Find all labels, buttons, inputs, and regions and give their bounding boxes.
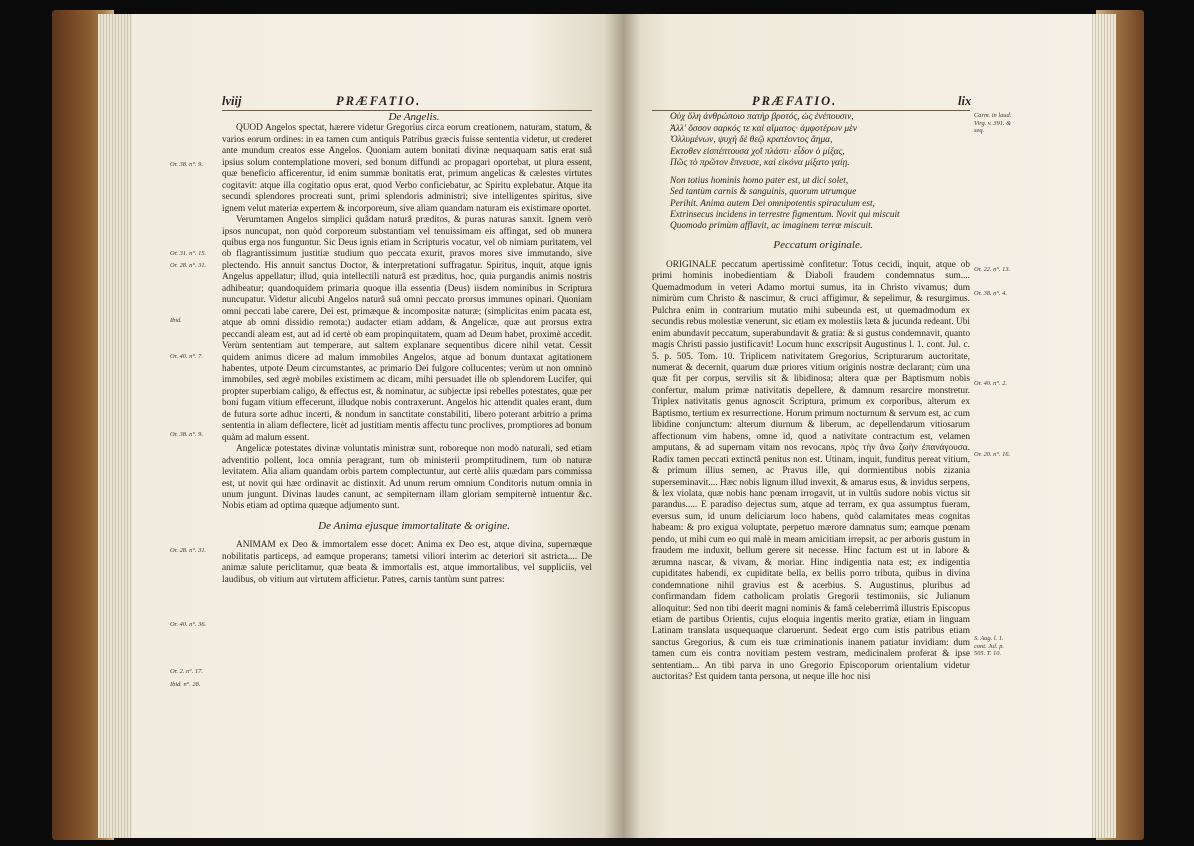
right-page [622, 14, 1092, 838]
right-text-column [652, 112, 970, 732]
margin-note: Or. 28. n°. 31. [170, 547, 207, 554]
margin-note: Ibid. [170, 317, 182, 324]
margin-note: Or. 38. n°. 9. [170, 161, 203, 168]
margin-note: Or. 22. n°. 13. [974, 266, 1011, 273]
margin-note: S. Aug. l. 1. cont. Jul. p. 505. T. 10. [974, 635, 1004, 657]
margin-note: Or. 38. n°. 4. [974, 290, 1007, 297]
verse-line: Sed tantùm carnis & sanguinis, quorum utrumque [670, 187, 857, 198]
header-rule [652, 110, 970, 111]
page-number: lix [958, 94, 972, 108]
margin-notes [974, 14, 1014, 838]
paragraph: ORIGINALE peccatum apertissimè confitetur: Totus cecidi, inquit, atque ob primi hominis inobedientiam & Diaboli fraudem condemnatus sum.... Quemadmodum in veteri Adamo mortui sumus, ita in Christo vivamus; dum nimirùm cum Christo & nascimur, & cruci affigimur, & sepelimur, & resurgimus. Pulchra enim in contrarium mutatio mihi subeunda est, ut quemadmodum ex secundis rebus molestiæ venerunt, sic etiam ex molestiis læta & jucunda redeant. Ubi enim abundavit peccatum, superabundavit & gratia: & si gustus condemnavit, quanto magis Christi passio justificavit! Locum hunc exscripsit Augustinus l. 1. cont. Jul. c. 5. p. 505. Tom. 10. Triplicem nativitatem Gregorius, Scripturarum auctoritate, numerat & decernit, quarum duæ priores vitium originis nostræ declarant; cùm una quæ fit per corpus, servilis sit & libidinosa; altera quæ per Baptismum nobis confertur, malum primæ nativitatis depellere, & damnum resarcire monstretur. Triplex nativitatis genus agnoscit Scriptura, primum ex corporibus, alterum ex Baptismo, tertium ex resurrectione. Horum primum nocturnum & servum est, ac cum libidine conjunctum: alterum diurnum & liberum, ac depellendarum vitiosarum affectionum vim habens, omne id, quod a nativitate contractum est, velamen amputans, & ad supernam vitam nos revocans, πρὸς τὴν ἄνω ζωὴν ἐπανάγουσα. Radix tamen peccati extinctâ penitus non est. Utinam, inquit, funditus pereat vitium, & primum illius semen, ac Pravus ille, qui dormientibus nobis zizania superseminavit.... Hæc nobis lignum illud invexit, & amarus esus, & invidus serpens, & lex violata, quæ nobis hanc pœnam irrogavit, ut in vultûs sudore nobis victus sit parandus..... E paradiso dejectus sum, atque ad terram, ex qua assumptus fueram, eversus sum, id unum deliciarum loco habens, quòd calamitates meas cognitas habeam: & pro exigua voluptate, perpetuo mærore damnatus sum; eamque pœnam pendo, ut mihi cum eo qui malè in meam amicitiam irrepsit, ac per arboris gustum in fraudem me induxit, bellum gerere sit necesse. Hinc factum est ut in labore & ærumna nascar, & vivam, & moriar. Hinc indigentia nata est; ex indigentia cupiditates habendi, ex cupiditate bella, ex bellis porro tributa, quibus in divina condemnatione nihil gravius est & acerbius. S. Augustinus, pluribus ad confirmandam fidem catholicam prolatis Gregorii testimoniis, sic Julianum alloquitur: Sed non tibi deerit magni nominis & famâ celeberrimâ illustris Episcopus etiam de partibus Orientis, cujus eloquia ingentis merito gratiæ, etiam in linguam Latinam translata usquequaque claruerunt. Sedeat ergo cum istis patribus etiam sanctus Gregorius, & cum eis tuæ criminationis inanem patiatur invidiam: dum tamen cum eis contra novitiam pestem vestram, medicinalem proferat & ipse sententiam... An tibi parva in uno Gregorio Episcoporum orientalium videtur auctoritas? Est quidem tanta persona, ut neque ille hoc nisi [652, 259, 970, 683]
margin-note: Or. 2. n°. 17. [170, 668, 203, 675]
open-book [52, 8, 1144, 842]
running-head: PRÆFATIO. [752, 94, 838, 108]
margin-note: Or. 38. n°. 9. [170, 431, 203, 438]
margin-note: Or. 31. n°. 15. [170, 250, 207, 257]
verse-line: Πῶς τὸ πρῶτον ἔπνευσε, καὶ εἰκόνα μίξατο γαίῃ. [670, 158, 850, 169]
page-number: lviij [222, 94, 242, 108]
running-head: PRÆFATIO. [336, 94, 422, 108]
left-text-column [222, 112, 592, 712]
section-title: De Angelis. [388, 111, 440, 123]
verse-line: Οὐχ ὅλη ἀνθρώποιο πατὴρ βροτός, ὡς ἐνέπουσιν, [670, 112, 854, 122]
verse-line: Perihit. Anima autem Dei omnipotentis spiraculum est, [670, 198, 875, 209]
paragraph: Verumtamen Angelos simplici quâdam naturâ præditos, & puras naturas sanxit. Ignem verò ipsos nuncupat, non quòd corporeum substantiam vel tenuissimam eis affingat, sed ob munera quibus erga nos funguntur. Sic Deus ignis etiam in Scripturis vocatur, vel ob nimiam puritatem, vel ob flagrantissimum justitiæ studium quo peccata exurit, pravos mores sive immutando, sive plectendo. His annuit sanctus Doctor, & interpretationi suffragatur. Spiritus, inquit, atque ignis Angelus appellatur; illud, quia intellectili naturâ est præditus, hoc, quia purgandis animis nostris adhibeatur; quandoquidem primaria quoque illa essentia (Deus) iisdem nominibus in Scriptura nuncupatur. Videtur alicubi Angelos naturâ suâ omni peccato prorsus immunes opinari. Quoniam omni peccati labe carere, Dei est, primæque & incompositæ naturæ; (simplicitas enim pacata est, atque ab omni dissidio remota;) audacter etiam addam, & Angelicæ, quæ aut prorsus extra peccandi aleam est, aut ad id certè ob eam propinquitatem, quam ad Deum habet, proximè accedit. Verùm sententiam aut temperare, aut saltem explanare sequentibus dicere nihil vetat. Cessit quidem animus dicere ad malum immobiles Angelos, atque ad bonum duntaxat agitationem habentes, utpote Deum circumstantes, ac primario Dei fulgore collucentes; verùm ut non omninò immobiles, sed ægrè mobiles existimem ac dicam, mihi persuadet ille ob splendorem Lucifer, qui propter superbiam caligo, & effectus est, & nominatur, ac subjectæ ipsi rebelles potestates, quæ per boni fugam vitium effecerunt, illudque nobis contraxerunt. Angelos hic attendit quales erant, dum de futura sorte adhuc incerti, & nondum in sanctitate constabiliti, libero poterant arbitrio a prima sententia in aliam deflectere, licèt ad justitiam mentis affectu tunc proclives, promptiores ad bonum quàm ad malum essent. [222, 215, 592, 443]
margin-note: Or. 40. n°. 7. [170, 353, 203, 360]
verse-line: Εκτοθεν εἰσπέπτουσα χοῒ πλάστι· εἶδον ὁ μίξας, [670, 146, 845, 157]
paragraph: Angelicæ potestates divinæ voluntatis ministræ sunt, roboreque non modò naturali, sed etiam adventitio pollent, loca omnia peragrant, tum ob ministerii promptitudinem, tum ob naturæ levitatem. Alia aliam quandam orbis partem complectuntur, aut certè aliis quædam pars commissa est, ut novit qui hæc ordinavit ac distinxit. Ad unum rerum omnium Conditoris nutum omnia in unum jungunt. Divinas laudes canunt, ac sempiternam illam gloriam sempiternè intuentur &c. Nobis etiam ad optima quæque adjumento sunt. [222, 444, 592, 512]
margin-notes [170, 14, 220, 838]
book-gutter [604, 14, 640, 838]
greek-verse [652, 112, 970, 170]
paragraph: QUOD Angelos spectat, hærere videtur Gregorius circa eorum creationem, naturam, statum, & varios eorum ordines: in ea tamen cum antiquis Patribus græcis fuisse sententia videtur, ut crederet ante mundum creatos esse Angelos. Quoniam autem bonitati divinæ nequaquam satis erat suâ ipsius solum contemplatione moveri, sed bonum diffundi ac propagari oportebat, ut plura essent, quæ beneficio afficerentur, id enim summæ bonitatis erat, primum angelicas & cælestes virtutes cogitavit: atque illa cogitatio opus erat, quod Verbo conficiebatur, ac Spiritu explebatur. Atque ita secundi splendores procreati sunt, primi splendoris administri; sive intelligentes spiritus, sive ignem velut materiæ expertem & incorporeum, sive aliam quandam naturam eis existimare oportet. [222, 123, 592, 214]
latin-verse [652, 176, 970, 232]
margin-note: Ibid. n°. 28. [170, 681, 201, 688]
margin-note: Or. 40. n°. 2. [974, 380, 1007, 387]
paragraph: ANIMAM ex Deo & immortalem esse docet: Anima ex Deo est, atque divina, supernæque nobilitatis particeps, ad eamque properans; tametsi viliori interim ac deteriori sit astricta.... De animæ salute periclitamur, quæ beata & immortalis est, atque immortalibus, vel suppliciis, vel laudibus, ob vitium aut virtutem afficietur. Patres, carnis tantùm sunt patres: [222, 540, 592, 585]
section-title: Peccatum originale. [773, 239, 863, 252]
margin-note: Or. 40. n°. 36. [170, 621, 207, 628]
margin-note: Or. 20. n°. 16. [974, 451, 1011, 458]
verse-line: Quomodo primùm afflavit, ac imaginem terræ miscuit. [670, 221, 873, 232]
left-page [132, 14, 622, 838]
verse-line: Ἀλλ' ὅσσον σαρκός τε καὶ αἵματος· ἀμφοτέρων μὲν [670, 123, 857, 134]
margin-note: Carm. in laud. Virg. v. 391. & seq. [974, 112, 1012, 134]
verse-line: Non totius hominis homo pater est, ut dici solet, [670, 175, 849, 186]
verse-line: Ὀλλυμένων, ψυχὴ δὲ θεῷ κρατέοντος ἄημα, [670, 135, 833, 146]
section-title: De Anima ejusque immortalitate & origine. [318, 519, 510, 532]
margin-note: Or. 28. n°. 31. [170, 262, 207, 269]
verse-line: Extrinsecus incidens in terrestre figmentum. Novit qui miscuit [670, 209, 900, 220]
